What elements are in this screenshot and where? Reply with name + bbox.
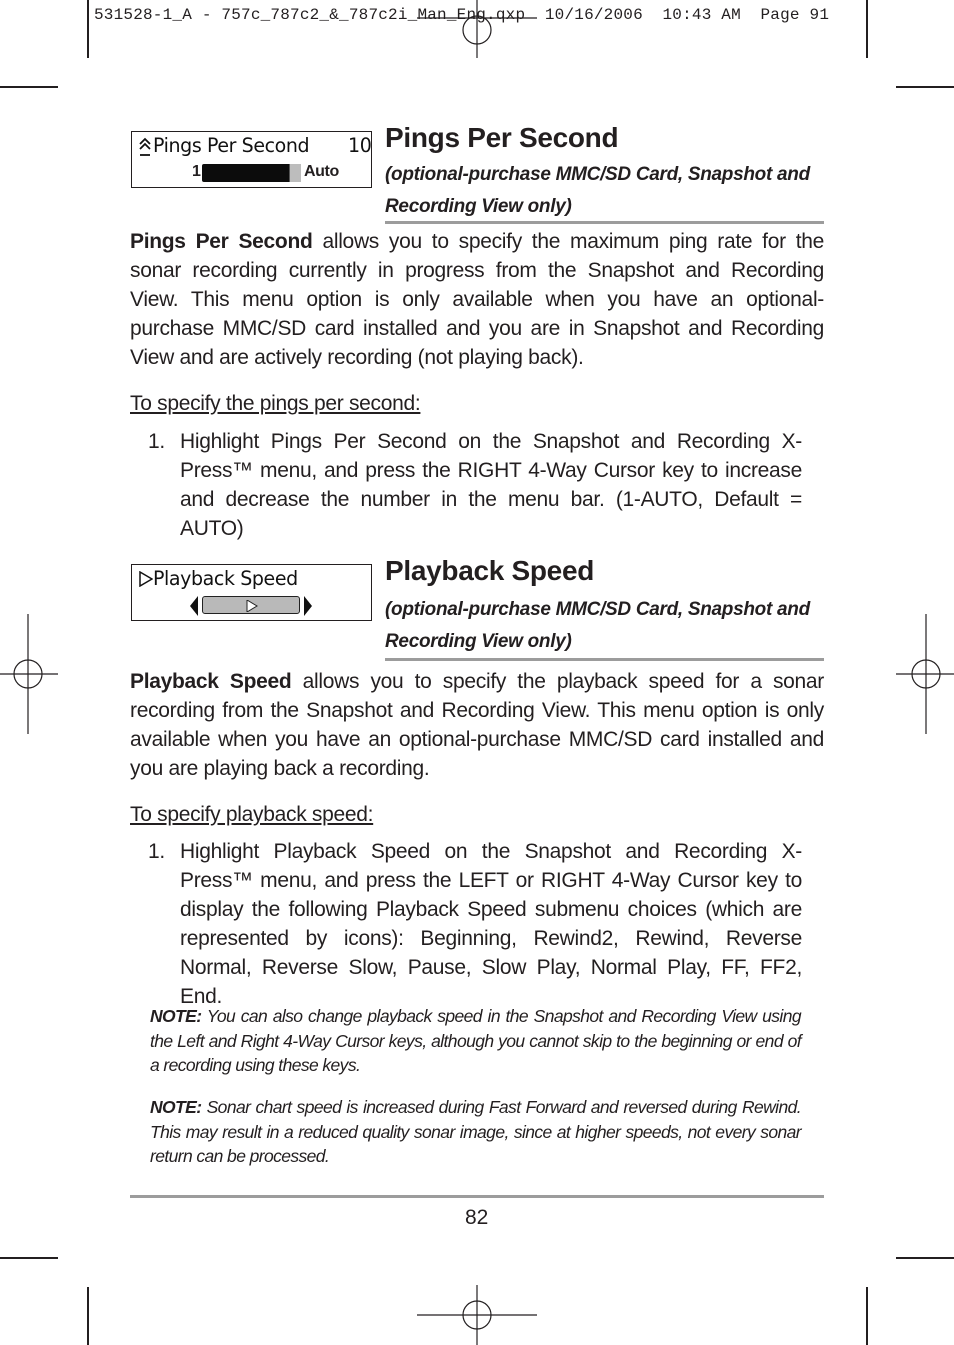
playback-intro-text: allows you to specify the playback speed for a sonar recording from the Snapshot and Recording View. This menu option is only available when you have an optional-purchase MMC/SD card installed and you are playing back a recording. [130, 670, 824, 780]
crop-mark-top-right-v [866, 0, 868, 58]
registration-mark-icon [417, 1285, 537, 1345]
playback-step-number: 1. [148, 840, 165, 863]
pings-intro-text: allows you to specify the maximum ping rate for the sonar recording currently in progress from the Snapshot and Recording View. This menu option is only available when you have an optional-purchase MMC/SD card installed and you are in Snapshot and Recording View and are actively recording (not playing back). [130, 230, 824, 369]
crop-mark-top-left-v [87, 0, 89, 58]
pings-slider-setting: Auto [304, 163, 339, 180]
pings-step-text: Highlight Pings Per Second on the Snapshot and Recording X-Press™ menu, and press the RIGHT 4-Way Cursor key to increase and decrease the number in the menu bar. (1-AUTO, Default = AUTO) [180, 430, 802, 540]
playback-menu-title: Playback Speed [153, 567, 298, 591]
note-label: NOTE: [150, 1097, 202, 1117]
pings-intro-paragraph [130, 227, 824, 372]
playback-subheading: (optional-purchase MMC/SD Card, Snapshot and Recording View only) [385, 599, 810, 652]
playback-intro-term: Playback Speed [130, 670, 292, 693]
registration-mark-icon [0, 614, 60, 734]
pings-icon [138, 137, 152, 157]
playback-step-text: Highlight Playback Speed on the Snapshot and Recording X-Press™ menu, and press the LEFT or RIGHT 4-Way Cursor key to display the following Playback Speed submenu choices (which are represented by icons): Beginning, Rewind2, Rewind, Reverse Normal, Reverse Slow, Pause, Slow Play, Normal Play, FF, FF2, End. [180, 840, 802, 1008]
crop-mark-top-right-h [896, 86, 954, 88]
playback-play-icon [246, 600, 258, 612]
crop-mark-bottom-right-v [866, 1287, 868, 1345]
pings-slider-min: 1 [192, 163, 201, 180]
playback-menu-graphic [131, 564, 372, 621]
left-arrow-icon [190, 596, 199, 616]
pings-slider-thumb [289, 164, 301, 182]
crop-mark-top-left-h [0, 86, 58, 88]
play-arrow-icon [139, 571, 153, 587]
playback-procedure-title: To specify playback speed: [130, 803, 374, 826]
right-arrow-icon [303, 596, 312, 616]
pings-heading: Pings Per Second [385, 122, 619, 153]
playback-intro-paragraph [130, 667, 824, 783]
pings-menu-graphic [131, 131, 372, 188]
pings-subheading: (optional-purchase MMC/SD Card, Snapshot and Recording View only) [385, 164, 810, 217]
page-number: 82 [465, 1206, 489, 1229]
note-text: You can also change playback speed in the Snapshot and Recording View using the Left and Right 4-Way Cursor keys, although you cannot skip to the beginning or end of a recording using these keys. [150, 1006, 801, 1075]
note-playback-keys [150, 1004, 801, 1078]
note-label: NOTE: [150, 1006, 202, 1026]
crop-mark-bottom-right-h [896, 1257, 954, 1259]
pings-slider-track [202, 164, 300, 182]
note-chart-speed [150, 1095, 801, 1169]
footer-rule [130, 1195, 824, 1198]
crop-mark-bottom-left-v [87, 1287, 89, 1345]
note-text: Sonar chart speed is increased during Fast Forward and reversed during Rewind. This may result in a reduced quality sonar image, since at higher speeds, not every sonar return can be processed. [150, 1097, 801, 1166]
crop-mark-bottom-left-h [0, 1257, 58, 1259]
slug-line: 531528-1_A - 757c_787c2_&_787c2i_Man_Eng.qxp 10/16/2006 10:43 AM Page 91 [94, 6, 830, 24]
playback-heading-rule [385, 658, 824, 661]
pings-heading-rule [385, 221, 824, 224]
registration-mark-icon [417, 0, 537, 60]
pings-step-number: 1. [148, 430, 165, 453]
pings-menu-title: Pings Per Second [153, 134, 310, 158]
pings-procedure-title: To specify the pings per second: [130, 392, 421, 415]
pings-menu-value: 10 [348, 134, 372, 158]
pings-intro-term: Pings Per Second [130, 230, 313, 253]
playback-heading: Playback Speed [385, 555, 595, 586]
registration-mark-icon [894, 614, 954, 734]
